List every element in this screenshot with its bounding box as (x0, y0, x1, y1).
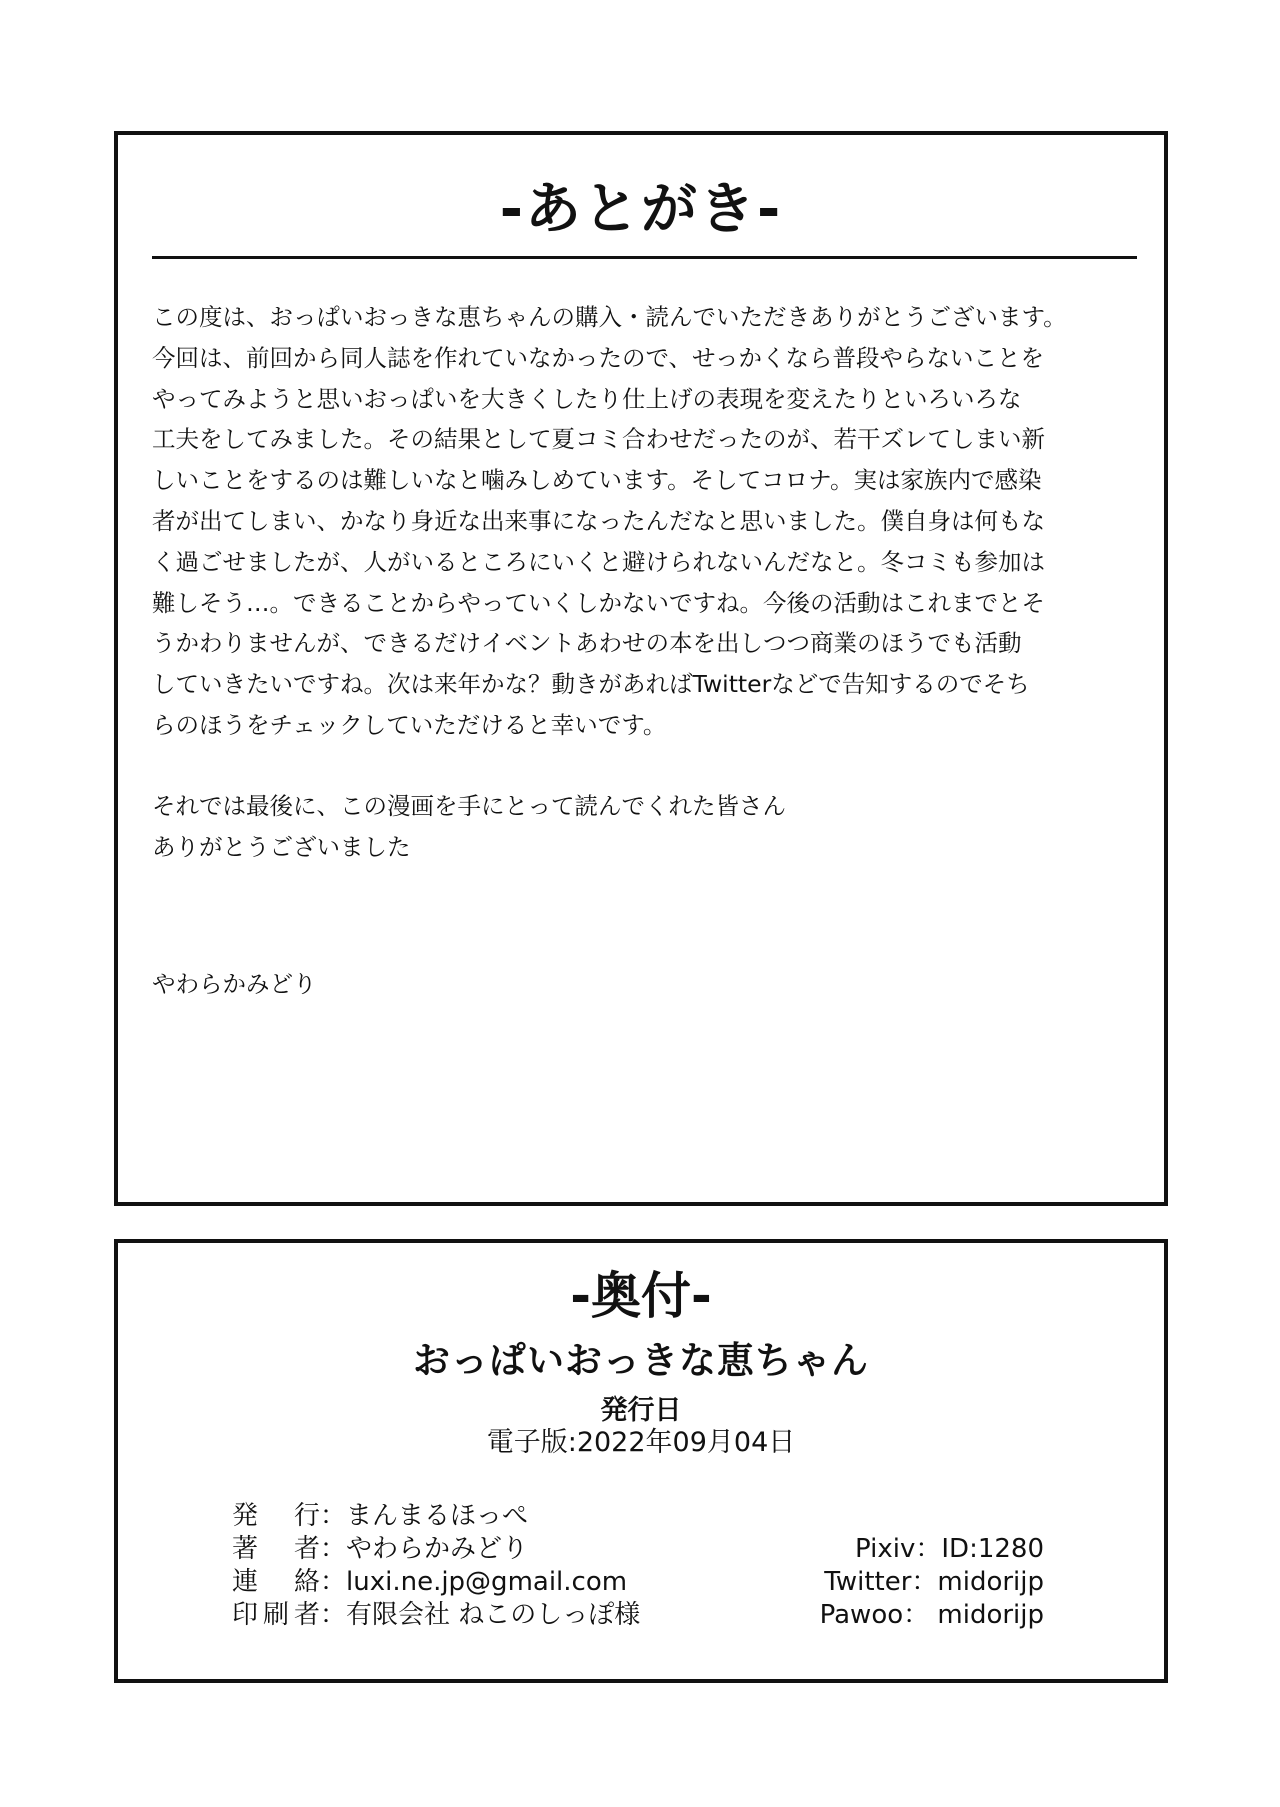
info-label: 著者 (232, 1534, 320, 1564)
info-separator: ： (320, 1600, 347, 1630)
info-value: やわらかみどり (346, 1534, 529, 1564)
closing-line: ありがとうございました (152, 832, 411, 861)
social-links-list (820, 1533, 1044, 1632)
info-value: まんまるほっぺ (346, 1501, 529, 1531)
publication-info-list (232, 1500, 792, 1632)
afterword-panel (114, 131, 1168, 1206)
info-separator: ： (320, 1567, 347, 1597)
social-pawoo: Pawoo： midorijp (819, 1600, 1044, 1630)
info-row-author (232, 1533, 792, 1566)
afterword-closing (152, 786, 1052, 868)
info-row-publisher (232, 1500, 792, 1533)
info-separator: ： (320, 1501, 347, 1531)
contact-email: luxi.ne.jp@gmail.com (346, 1567, 628, 1597)
info-row-contact (232, 1566, 792, 1599)
afterword-title: -あとがき- (499, 177, 783, 242)
author-signature: やわらかみどり (152, 970, 317, 998)
info-separator: ： (320, 1534, 347, 1564)
info-label: 発行 (232, 1501, 320, 1531)
info-value: 有限会社 ねこのしっぽ様 (346, 1600, 641, 1630)
social-pixiv: Pixiv：ID:1280 (855, 1534, 1044, 1564)
colophon-title: -奥付- (570, 1267, 712, 1325)
book-title: おっぱいおっきな恵ちゃん (413, 1339, 869, 1382)
social-twitter: Twitter：midorijp (824, 1567, 1044, 1597)
colophon-panel (114, 1239, 1168, 1683)
info-label: 連絡 (232, 1567, 320, 1597)
info-row-printer (232, 1599, 792, 1632)
closing-line: それでは最後に、この漫画を手にとって読んでくれた皆さん (152, 792, 787, 820)
info-label: 印刷者 (232, 1600, 320, 1630)
publish-date-label: 発行日 (600, 1395, 682, 1426)
title-divider (152, 256, 1137, 259)
afterword-body: この度は、おっぱいおっきな恵ちゃんの購入・読んでいただきありがとうございます。 今回は、前回から同人誌を作れていなかったので、せっかくなら普段やらないことを やってみようと思いおっぱいを大きくしたり仕上げの表現を変えたりといろいろな 工夫をしてみました。その結果として夏コミ合わせだったのが、若干ズレてしまい新 しいことをするのは難しいなと噛みしめています。そしてコロナ。実は家族内で感染 者が出てしまい、かなり身近な出来事になったんだなと思いました。僕自身は何もな く過ごせましたが、人がいるところにいくと避けられないんだなと。冬コミも参加は 難しそう…。できることからやっていくしかないですね。今後の活動はこれまでとそ うかわりませんが、できるだけイベントあわせの本を出しつつ商業のほうでも活動 していきたいですね。次は来年かな？動きがあればTwitterなどで告知するのでそち らのほうをチェックしていただけると幸いです。 (152, 303, 1067, 739)
publish-date: 電子版:2022年09月04日 (486, 1427, 796, 1458)
